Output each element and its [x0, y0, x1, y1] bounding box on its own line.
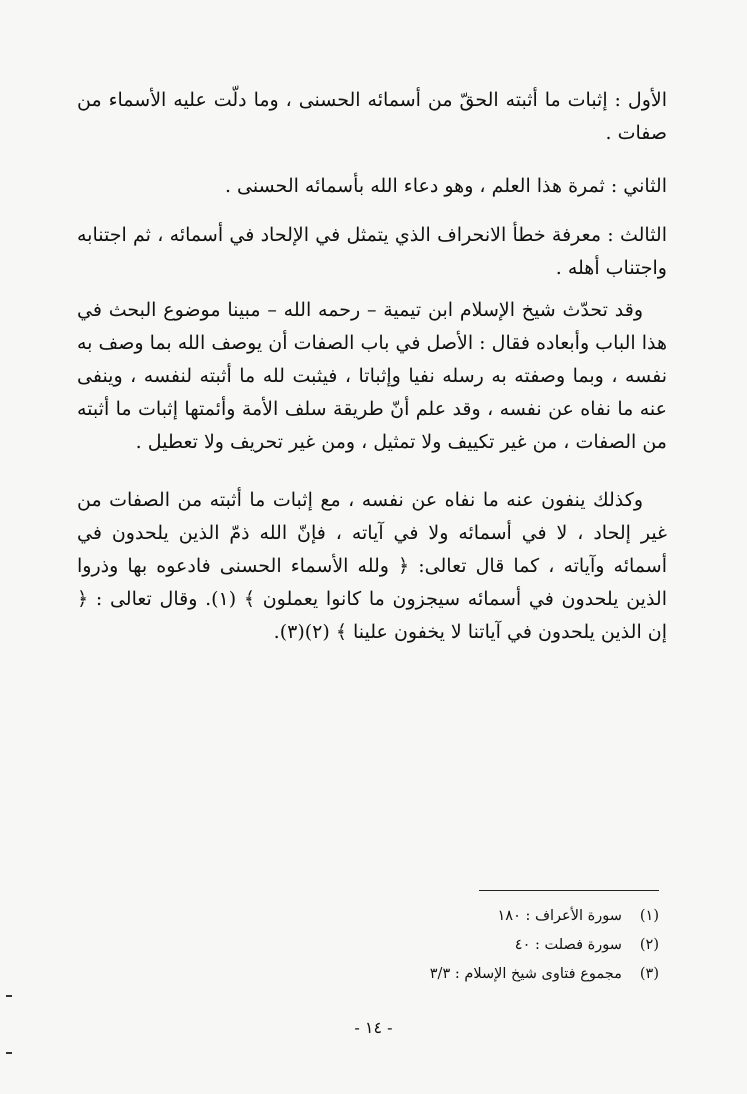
- footnotes-list: [339, 902, 659, 989]
- footnote-number: (٣): [639, 966, 659, 982]
- paragraph-ilhad-verses: وكذلك ينفون عنه ما نفاه عن نفسه ، مع إثبات ما أثبته من الصفات من غير إلحاد ، لا في أسمائه ولا في آياته ، فإنّ الله ذمّ الذين يلحدون في أسمائه وآياته ، كما قال تعالى: ﴿ ولله الأسماء الحسنى فادعوه بها وذروا الذين يلحدون في أسمائه سيجزون ما كانوا يعملون ﴾ (١). وقال تعالى : ﴿ إن الذين يلحدون في آياتنا لا يخفون علينا ﴾ (٢)(٣).: [77, 489, 667, 643]
- paragraph-first-point: الأول : إثبات ما أثبته الحقّ من أسمائه الحسنى ، وما دلّت عليه الأسماء من صفات .: [77, 89, 667, 144]
- footnote-text: مجموع فتاوى شيخ الإسلام : ٣/٣: [429, 966, 622, 982]
- page-number: - ١٤ -: [354, 1018, 393, 1037]
- paragraph-ibn-taymiyyah-quote: وقد تحدّث شيخ الإسلام ابن تيمية – رحمه الله – مبينا موضوع البحث في هذا الباب وأبعاده فقال : الأصل في باب الصفات أن يوصف الله بما وصف به نفسه ، وبما وصفته به رسله نفيا وإثباتا ، فيثبت لله ما أثبته لنفسه ، وينفى عنه ما نفاه عن نفسه ، وقد علم أنّ طريقة سلف الأمة وأئمتها إثبات ما أثبته من الصفات ، من غير تكييف ولا تمثيل ، ومن غير تحريف ولا تعطيل .: [77, 299, 668, 453]
- footnote-number: (٢): [639, 937, 659, 953]
- footnote-item: [339, 931, 659, 960]
- footnote-number: (١): [639, 908, 659, 924]
- footnote-text: سورة فصلت : ٤٠: [514, 937, 622, 953]
- footnote-text: سورة الأعراف : ١٨٠: [497, 908, 622, 924]
- paragraph-second-point: الثاني : ثمرة هذا العلم ، وهو دعاء الله بأسمائه الحسنى .: [224, 175, 667, 197]
- footnote-item: [339, 960, 659, 989]
- footnote-divider: [479, 890, 659, 891]
- scan-edge-mark: [6, 995, 12, 997]
- paragraph-third-point: الثالث : معرفة خطأ الانحراف الذي يتمثل في الإلحاد في أسمائه ، ثم اجتنابه واجتناب أهله .: [77, 224, 667, 279]
- footnote-item: [339, 902, 659, 931]
- scan-edge-mark: [6, 1052, 12, 1054]
